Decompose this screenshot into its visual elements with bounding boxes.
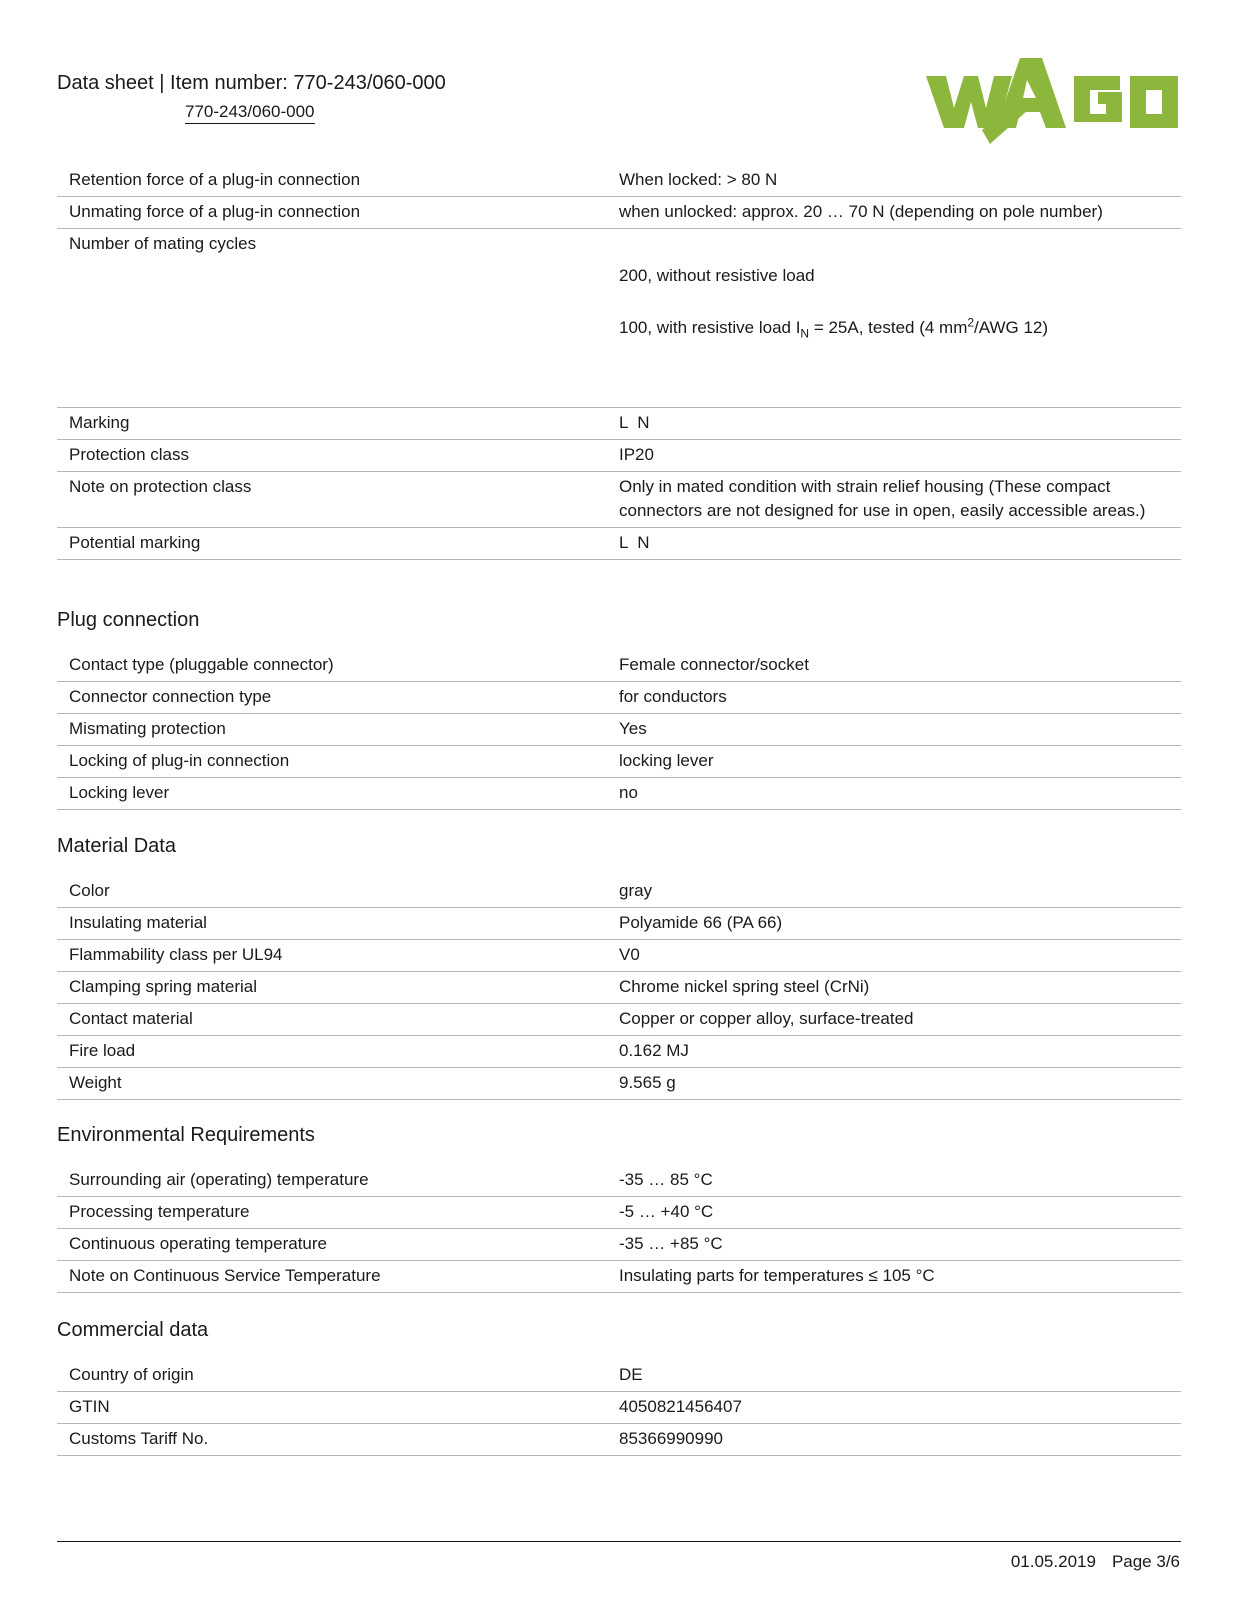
spec-value: IP20 xyxy=(619,440,1181,472)
spec-row xyxy=(57,197,1181,229)
mating-cycles-line-1: 200, without resistive load xyxy=(619,266,815,285)
spec-value: DE xyxy=(619,1360,1181,1392)
spec-row xyxy=(57,1036,1181,1068)
spec-row-mating-cycles xyxy=(57,229,1181,408)
page-title: Data sheet | Item number: 770-243/060-000 xyxy=(57,72,446,94)
spec-value: no xyxy=(619,778,1181,810)
spec-value: Chrome nickel spring steel (CrNi) xyxy=(619,972,1181,1004)
spec-row xyxy=(57,1197,1181,1229)
spec-row xyxy=(57,714,1181,746)
spec-value: Copper or copper alloy, surface-treated xyxy=(619,1004,1181,1036)
spec-value: Only in mated condition with strain relief housing (These compact connectors are not designed for use in open, easily accessible areas.) xyxy=(619,472,1181,528)
spec-value: 85366990990 xyxy=(619,1424,1181,1456)
spec-key: Marking xyxy=(57,408,619,440)
spec-row xyxy=(57,1004,1181,1036)
spec-key: Potential marking xyxy=(57,528,619,560)
spec-row xyxy=(57,1068,1181,1100)
spec-key: Insulating material xyxy=(57,908,619,940)
footer-divider xyxy=(57,1541,1181,1542)
mating-cycles-line-2: 100, with resistive load $I_N = 25A$, tested (4 $mm^2$/AWG 12) xyxy=(619,315,1049,341)
spec-value: 9.565 g xyxy=(619,1068,1181,1100)
spec-key: Continuous operating temperature xyxy=(57,1229,619,1261)
spec-value: L N xyxy=(619,528,1181,560)
spec-key: Weight xyxy=(57,1068,619,1100)
spec-row xyxy=(57,1360,1181,1392)
spec-row xyxy=(57,778,1181,810)
spec-value: for conductors xyxy=(619,682,1181,714)
spec-key: Note on protection class xyxy=(57,472,619,528)
section-title-plug-connection: Plug connection xyxy=(57,609,200,631)
spec-row xyxy=(57,908,1181,940)
spec-value: -5 … +40 °C xyxy=(619,1197,1181,1229)
material-data-table xyxy=(57,876,1181,1100)
spec-value: L N xyxy=(619,408,1181,440)
spec-key: Surrounding air (operating) temperature xyxy=(57,1165,619,1197)
spec-value xyxy=(619,229,1181,408)
environmental-requirements-table xyxy=(57,1165,1181,1293)
section-title-commercial-data: Commercial data xyxy=(57,1319,209,1341)
spec-key: Locking lever xyxy=(57,778,619,810)
spec-row xyxy=(57,650,1181,682)
spec-key: Contact material xyxy=(57,1004,619,1036)
spec-key: Customs Tariff No. xyxy=(57,1424,619,1456)
spec-value: 0.162 MJ xyxy=(619,1036,1181,1068)
spec-key: Color xyxy=(57,876,619,908)
spec-row xyxy=(57,1424,1181,1456)
spec-value: Yes xyxy=(619,714,1181,746)
spec-row xyxy=(57,165,1181,197)
spec-key: Fire load xyxy=(57,1036,619,1068)
spec-value: Polyamide 66 (PA 66) xyxy=(619,908,1181,940)
spec-row xyxy=(57,940,1181,972)
spec-row xyxy=(57,1261,1181,1293)
spec-key: GTIN xyxy=(57,1392,619,1424)
spec-key: Flammability class per UL94 xyxy=(57,940,619,972)
spec-row xyxy=(57,408,1181,440)
spec-row xyxy=(57,528,1181,560)
spec-value: Female connector/socket xyxy=(619,650,1181,682)
spec-key: Processing temperature xyxy=(57,1197,619,1229)
spec-key: Contact type (pluggable connector) xyxy=(57,650,619,682)
spec-key: Number of mating cycles xyxy=(57,229,619,408)
footer-date: 01.05.2019 xyxy=(1010,1552,1096,1571)
spec-row xyxy=(57,1165,1181,1197)
spec-key: Clamping spring material xyxy=(57,972,619,1004)
spec-row xyxy=(57,746,1181,778)
commercial-data-table xyxy=(57,1360,1181,1456)
item-number-link[interactable]: 770-243/060-000 xyxy=(185,102,315,124)
spec-row xyxy=(57,972,1181,1004)
plug-connection-table xyxy=(57,650,1181,810)
spec-key: Note on Continuous Service Temperature xyxy=(57,1261,619,1293)
spec-value: -35 … +85 °C xyxy=(619,1229,1181,1261)
spec-row xyxy=(57,1229,1181,1261)
spec-value: -35 … 85 °C xyxy=(619,1165,1181,1197)
wago-logo xyxy=(924,58,1180,144)
spec-key: Country of origin xyxy=(57,1360,619,1392)
spec-value: when unlocked: approx. 20 … 70 N (depending on pole number) xyxy=(619,197,1181,229)
spec-row xyxy=(57,876,1181,908)
spec-value: When locked: > 80 N xyxy=(619,165,1181,197)
spec-row xyxy=(57,1392,1181,1424)
spec-value: gray xyxy=(619,876,1181,908)
section-title-material-data: Material Data xyxy=(57,835,176,857)
spec-row xyxy=(57,682,1181,714)
spec-key: Locking of plug-in connection xyxy=(57,746,619,778)
spec-key: Unmating force of a plug-in connection xyxy=(57,197,619,229)
spec-key: Mismating protection xyxy=(57,714,619,746)
spec-key: Connector connection type xyxy=(57,682,619,714)
footer xyxy=(1011,1552,1180,1572)
spec-value: V0 xyxy=(619,940,1181,972)
section-title-environmental-requirements: Environmental Requirements xyxy=(57,1124,315,1146)
spec-row xyxy=(57,472,1181,528)
spec-value: 4050821456407 xyxy=(619,1392,1181,1424)
spec-key: Protection class xyxy=(57,440,619,472)
spec-key: Retention force of a plug-in connection xyxy=(57,165,619,197)
general-properties xyxy=(57,165,1181,560)
spec-value: Insulating parts for temperatures ≤ 105 °C xyxy=(619,1261,1181,1293)
footer-page-number: Page 3/6 xyxy=(1111,1552,1180,1571)
spec-value: locking lever xyxy=(619,746,1181,778)
spec-row xyxy=(57,440,1181,472)
